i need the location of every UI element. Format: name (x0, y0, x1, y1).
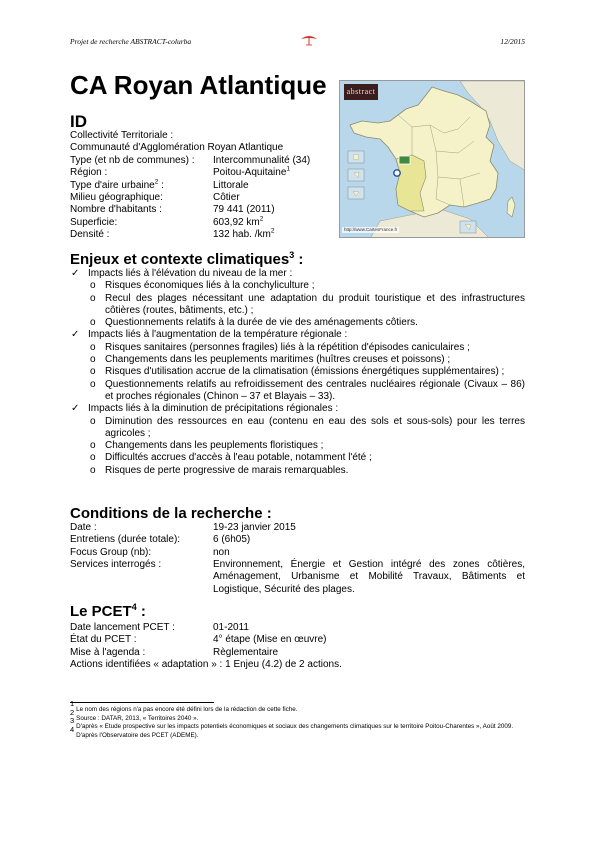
header-project: Projet de recherche ABSTRACT-colurba (70, 37, 192, 46)
conditions-row-label: Services interrogés : (70, 559, 162, 571)
conditions-row (70, 547, 525, 559)
pcet-heading-tail: : (136, 603, 146, 620)
id-row-label: Densité : (70, 229, 110, 241)
enjeux-group (70, 403, 525, 415)
bullet-icon: o (90, 341, 96, 353)
id-row-label: Nombre d'habitants : (70, 204, 162, 216)
pcet-row-label: État du PCET : (70, 634, 137, 646)
bullet-icon: o (90, 354, 96, 366)
enjeux-group-title: Impacts liés à l'élévation du niveau de la mer : (88, 268, 293, 279)
id-row-value: 79 441 (2011) (213, 204, 275, 216)
list-item (70, 354, 525, 366)
list-item (70, 465, 525, 477)
list-item-text: Changements dans les peuplements maritimes (huîtres creuses et poissons) ; (105, 354, 451, 366)
conditions-row (70, 559, 525, 596)
header-date: 12/2015 (500, 37, 525, 46)
bullet-icon: o (90, 415, 96, 427)
abstract-logo-icon (300, 34, 318, 46)
id-heading: ID (70, 112, 87, 131)
list-item-text: Recul des plages nécessitant une adaptation du produit touristique et des infrastructures côtières (routes, bâtiments, etc.) ; (105, 292, 525, 316)
map-credit: http://www.CartesFrance.fr (344, 227, 398, 232)
id-row (70, 217, 525, 229)
list-item (70, 416, 525, 441)
pcet-row-label: Mise à l'agenda : (70, 646, 146, 658)
pcet-row-value: 01-2011 (213, 622, 249, 633)
footnote-number: 2 (70, 707, 75, 717)
id-row-label: Région : (70, 167, 108, 179)
list-item (70, 280, 525, 292)
id-row-label: Type d'aire urbaine (70, 179, 155, 191)
pcet-row (70, 647, 525, 659)
conditions-row-value: Environnement, Énergie et Gestion intégré des zones côtières, Aménagement, Urbanisme et Mobilité Travaux, Bâtiments et Logistique, Sécurité des plages. (213, 559, 525, 595)
bullet-icon: o (90, 378, 96, 390)
id-row (70, 192, 525, 204)
list-item-text: Risques d'utilisation accrue de la climatisation (émissions énergétiques supplémentaires) ; (105, 366, 505, 378)
check-icon: ✓ (71, 268, 80, 279)
conditions-row (70, 522, 525, 534)
id-row (70, 155, 525, 167)
id-row-label: Milieu géographique: (70, 191, 163, 203)
bullet-icon: o (90, 452, 96, 464)
id-row-label: Type (et nb de communes) : (70, 154, 195, 166)
list-item-text: Difficultés accrues d'accès à l'eau potable, notamment l'été ; (105, 452, 372, 464)
list-item-text: Risques sanitaires (personnes fragiles) liés à la répétition d'épisodes caniculaires ; (105, 341, 470, 353)
check-icon: ✓ (71, 329, 80, 341)
enjeux-heading (70, 251, 303, 268)
list-item-text: Changements dans les peuplements floristiques ; (105, 440, 324, 452)
id-row-value: 132 hab. /km (213, 229, 271, 241)
pcet-heading (70, 603, 146, 620)
id-row-value: Intercommunalité (34) (213, 154, 311, 166)
conditions-row-value: 19-23 janvier 2015 (213, 522, 296, 533)
enjeux-group-title: Impacts liés à la diminution de précipitations régionales : (88, 403, 339, 415)
page-title: CA Royan Atlantique (70, 70, 327, 100)
list-item (70, 317, 525, 329)
conditions-row-value: 6 (6h05) (213, 534, 251, 546)
unit-sup: 2 (270, 227, 275, 235)
enjeux-heading-tail: : (294, 251, 304, 268)
footnote-ref: 2 (154, 178, 159, 186)
id-row-label-tail: : (158, 179, 164, 191)
id-row-value: Littorale (213, 179, 249, 191)
bullet-icon: o (90, 440, 96, 452)
list-item (70, 452, 525, 464)
list-item-text: Risques de perte progressive de marais remarquables. (105, 464, 349, 476)
footnote-text: D'après l'Observatoire des PCET (ADEME). (76, 731, 199, 739)
bullet-icon: o (90, 317, 96, 329)
footnote-text: Source : DATAR, 2013, « Territoires 2040 ». (76, 714, 199, 722)
id-section (70, 130, 525, 242)
list-item (70, 342, 525, 354)
enjeux-group (70, 268, 525, 280)
footnote-number: 3 (70, 716, 75, 726)
check-icon: ✓ (71, 403, 80, 415)
list-item-text: Questionnements relatifs au refroidissement des centrales nucléaires régionale (Civaux – 86) et proches régionales (Chinon – 37 et Blayais – 33). (105, 378, 525, 402)
id-row-label: Superficie: (70, 216, 118, 228)
bullet-icon: o (90, 292, 96, 304)
pcet-row (70, 634, 525, 646)
conditions-row-value: non (213, 546, 230, 558)
conditions-heading: Conditions de la recherche : (70, 505, 272, 522)
conditions-row (70, 534, 525, 546)
id-row (70, 167, 525, 179)
footnote-separator (70, 702, 214, 703)
enjeux-list (70, 268, 525, 477)
pcet-heading-text: Le PCET (70, 603, 132, 620)
list-item-text: Questionnements relatifs à la durée de vie des aménagements côtiers. (105, 317, 418, 329)
enjeux-heading-text: Enjeux et contexte climatiques (70, 251, 290, 268)
unit-sup: 2 (259, 215, 264, 223)
bullet-icon: o (90, 366, 96, 378)
conditions-row-label: Focus Group (nb): (70, 546, 152, 558)
footnote-ref: 3 (289, 250, 295, 260)
footnote (70, 699, 525, 715)
conditions-section (70, 522, 525, 596)
enjeux-group-title: Impacts liés à l'augmentation de la température régionale : (88, 329, 348, 341)
id-row (70, 204, 525, 216)
bullet-icon: o (90, 280, 96, 292)
id-row-value: 603,92 km (213, 216, 260, 228)
list-item (70, 366, 525, 378)
footnote-number: 1 (70, 699, 75, 708)
list-item-text: Risques économiques liés à la conchyliculture ; (105, 280, 315, 292)
id-line1: Collectivité Territoriale : (70, 130, 174, 141)
id-row-value: Poitou-Aquitaine (213, 167, 287, 179)
list-item (70, 379, 525, 404)
map-abstract-logo: abstract (344, 84, 378, 100)
conditions-row-label: Entretiens (durée totale): (70, 534, 181, 546)
pcet-section (70, 622, 525, 672)
pcet-actions-text: Actions identifiées « adaptation » : 1 Enjeu (4.2) de 2 actions. (70, 659, 342, 671)
footnotes (70, 699, 525, 740)
id-row (70, 180, 525, 192)
pcet-row-label: Date lancement PCET : (70, 622, 175, 633)
footnote-text: Le nom des régions n'a pas encore été défini lors de la rédaction de cette fiche. (76, 706, 298, 713)
page-header (70, 36, 525, 48)
pcet-actions (70, 659, 525, 671)
bullet-icon: o (90, 464, 96, 476)
pcet-row-value: Règlementaire (213, 646, 279, 658)
conditions-row-label: Date : (70, 522, 97, 533)
footnote-ref: 1 (286, 165, 291, 173)
list-item (70, 293, 525, 318)
list-item (70, 440, 525, 452)
footnote-number: 4 (70, 724, 75, 734)
footnote-text: D'après « Etude prospective sur les impacts potentiels économiques et sociaux des changements climatiques sur le territoire Poitou-Charentes », Août 2009. (76, 723, 514, 731)
id-row-value: Côtier (213, 191, 240, 203)
id-row (70, 229, 525, 241)
footnote-ref: 4 (131, 602, 137, 612)
list-item-text: Diminution des ressources en eau (contenu en eau des sols et sous-sols) pour les terres agricoles ; (105, 415, 525, 439)
enjeux-group (70, 329, 525, 341)
id-line2: Communauté d'Agglomération Royan Atlantique (70, 142, 284, 154)
pcet-row-value: 4° étape (Mise en œuvre) (213, 634, 327, 646)
pcet-row (70, 622, 525, 634)
